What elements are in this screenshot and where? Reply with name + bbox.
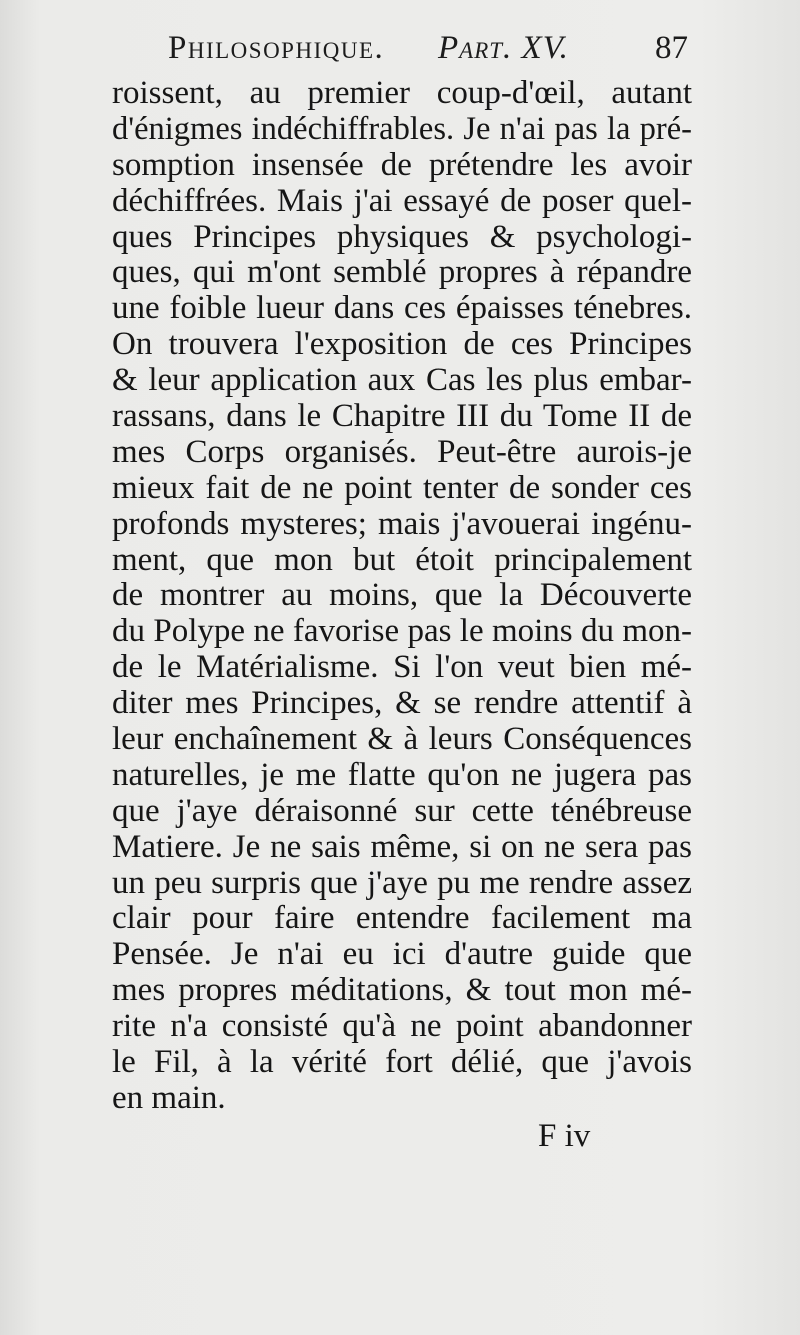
text-line: déchiffrées. Mais j'ai essayé de poser quel- <box>112 182 692 219</box>
part-label: Part. XV. <box>438 30 569 66</box>
text-line: somption insensée de prétendre les avoir <box>112 146 692 183</box>
text-line: profonds mysteres; mais j'avouerai ingénu- <box>112 505 692 542</box>
text-line: ques Principes physiques & psychologi- <box>112 218 692 255</box>
catchword: F iv <box>538 1118 591 1154</box>
text-line: Matiere. Je ne sais même, si on ne sera pas <box>112 828 692 865</box>
text-line: un peu surpris que j'aye pu me rendre assez <box>112 864 692 901</box>
text-line: de le Matérialisme. Si l'on veut bien mé- <box>112 649 692 686</box>
text-line: en main. <box>112 1079 226 1116</box>
text-line: ques, qui m'ont semblé propres à répandre <box>112 254 692 291</box>
text-line: leur enchaînement & à leurs Conséquences <box>112 721 692 758</box>
text-line: & leur application aux Cas les plus embar- <box>112 362 692 399</box>
text-line: naturelles, je me flatte qu'on ne jugera pas <box>112 756 692 793</box>
body-text <box>112 76 692 1117</box>
page-number: 87 <box>655 30 688 66</box>
text-line: mes propres méditations, & tout mon mé- <box>112 972 692 1009</box>
text-line: Pensée. Je n'ai eu ici d'autre guide que <box>112 936 692 973</box>
text-line: On trouvera l'exposition de ces Principes <box>112 326 692 363</box>
text-line: rite n'a consisté qu'à ne point abandonner <box>112 1008 692 1045</box>
text-line: le Fil, à la vérité fort délié, que j'avois <box>112 1044 692 1081</box>
page-header <box>168 30 688 74</box>
text-line: mes Corps organisés. Peut-être aurois-je <box>112 433 692 470</box>
text-line: du Polype ne favorise pas le moins du mon- <box>112 613 692 650</box>
text-line: ment, que mon but étoit principalement <box>112 541 692 578</box>
text-line: rassans, dans le Chapitre III du Tome II de <box>112 398 692 435</box>
text-line: d'énigmes indéchiffrables. Je n'ai pas la pré- <box>112 110 692 147</box>
running-head: Philosophique. <box>168 30 385 66</box>
text-line: roissent, au premier coup-d'œil, autant <box>112 75 692 111</box>
text-line: clair pour faire entendre facilement ma <box>112 900 692 937</box>
text-line: que j'aye déraisonné sur cette ténébreuse <box>112 792 692 829</box>
text-line: diter mes Principes, & se rendre attentif à <box>112 685 692 722</box>
text-line: mieux fait de ne point tenter de sonder ces <box>112 469 692 506</box>
text-line: de montrer au moins, que la Découverte <box>112 577 692 614</box>
text-line: une foible lueur dans ces épaisses ténebres. <box>112 290 692 327</box>
